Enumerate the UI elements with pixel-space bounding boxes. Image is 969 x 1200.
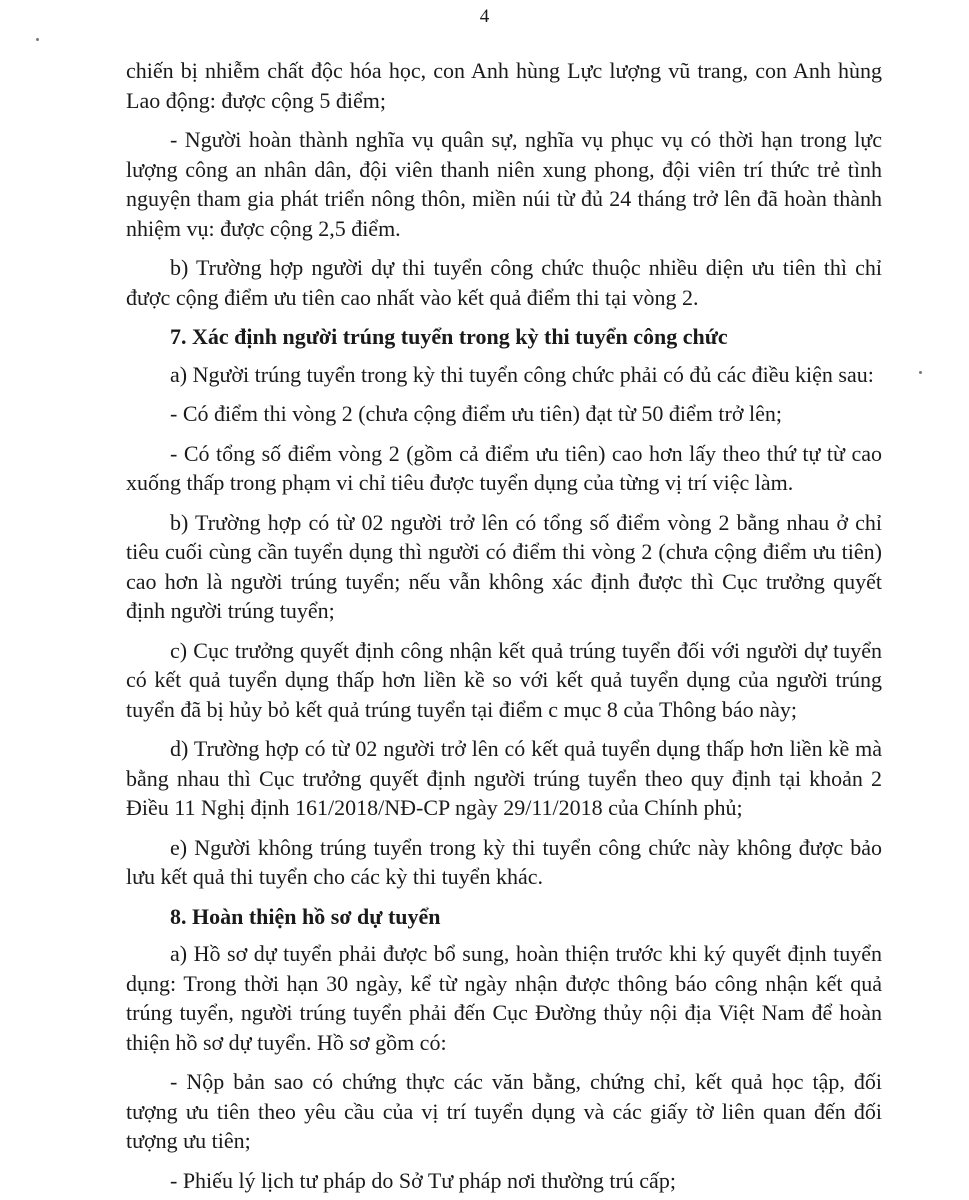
paragraph-7a: a) Người trúng tuyển trong kỳ thi tuyển công chức phải có đủ các điều kiện sau: (170, 361, 874, 387)
paragraph-7d: d) Trường hợp có từ 02 người trở lên có kết quả tuyển dụng thấp hơn liền kề mà bằng nhau thì Cục trưởng quyết định người trúng tuyển theo quy định tại khoản 2 Điều 11 Nghị định 161/2018/NĐ-CP ngày 29/11/2018 của Chính phủ; (126, 736, 882, 820)
paragraph-7a-condition-2: - Có tổng số điểm vòng 2 (gồm cả điểm ưu tiên) cao hơn lấy theo thứ tự từ cao xuống thấp trong phạm vi chỉ tiêu được tuyển dụng của từng vị trí việc làm. (126, 440, 882, 495)
paragraph-7a-condition-1: - Có điểm thi vòng 2 (chưa cộng điểm ưu tiên) đạt từ 50 điểm trở lên; (170, 401, 782, 426)
paragraph-8a-item-1: - Nộp bản sao có chứng thực các văn bằng, chứng chỉ, kết quả học tập, đối tượng ưu tiên theo yêu cầu của vị trí tuyển dụng và các giấy tờ liên quan đến đối tượng ưu tiên; (126, 1069, 882, 1153)
paragraph-8a-item-2: - Phiếu lý lịch tư pháp do Sở Tư pháp nơi thường trú cấp; (170, 1167, 676, 1193)
document-body (126, 56, 882, 1195)
paragraph-military-service: - Người hoàn thành nghĩa vụ quân sự, nghĩa vụ phục vụ có thời hạn trong lực lượng công an nhân dân, đội viên thanh niên xung phong, đội viên trí thức trẻ tình nguyện tham gia phát triển nông thôn, miền núi từ đủ 24 tháng trở lên đã hoàn thành nhiệm vụ: được cộng 2,5 điểm. (126, 127, 882, 241)
paragraph-8a: a) Hồ sơ dự tuyển phải được bổ sung, hoàn thiện trước khi ký quyết định tuyển dụng: Trong thời hạn 30 ngày, kể từ ngày nhận được thông báo công nhận kết quả trúng tuyển, người trúng tuyển phải đến Cục Đường thủy nội địa Việt Nam để hoàn thiện hồ sơ dự tuyển. Hồ sơ gồm có: (126, 941, 882, 1055)
scan-speck (919, 371, 922, 374)
paragraph-7c: c) Cục trưởng quyết định công nhận kết quả trúng tuyển đối với người dự tuyển có kết quả tuyển dụng thấp hơn liền kề so với kết quả tuyển dụng của người trúng tuyển đã bị hủy bỏ kết quả trúng tuyển tại điểm c mục 8 của Thông báo này; (126, 637, 882, 722)
paragraph-7b: b) Trường hợp có từ 02 người trở lên có tổng số điểm vòng 2 bằng nhau ở chỉ tiêu cuối cùng cần tuyển dụng thì người có điểm thi vòng 2 (chưa cộng điểm ưu tiên) cao hơn là người trúng tuyển; nếu vẫn không xác định được thì Cục trưởng quyết định người trúng tuyển; (126, 509, 882, 623)
scan-speck (36, 38, 39, 41)
section-heading-8: 8. Hoàn thiện hồ sơ dự tuyển (170, 903, 441, 929)
paragraph-continuation: chiến bị nhiễm chất độc hóa học, con Anh hùng Lực lượng vũ trang, con Anh hùng Lao động: được cộng 5 điểm; (126, 58, 882, 113)
paragraph-7e: e) Người không trúng tuyển trong kỳ thi tuyển công chức này không được bảo lưu kết quả thi tuyển cho các kỳ thi tuyển khác. (126, 834, 882, 889)
section-heading-7: 7. Xác định người trúng tuyển trong kỳ thi tuyển công chức (170, 324, 728, 349)
paragraph-priority-b: b) Trường hợp người dự thi tuyển công chức thuộc nhiều diện ưu tiên thì chỉ được cộng điểm ưu tiên cao nhất vào kết quả điểm thi tại vòng 2. (126, 255, 882, 310)
page-number: 4 (479, 6, 490, 27)
